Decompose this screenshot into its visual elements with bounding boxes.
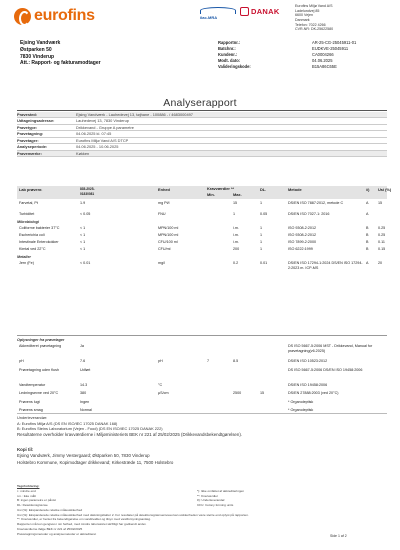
cell-c7: B bbox=[366, 233, 369, 237]
legend-item: Usi (%): Ekspanderede relative måleusikkerhed bbox=[17, 507, 83, 512]
cell-c2: mg/l bbox=[158, 261, 165, 265]
sample-value: Ejsing Vandværk - Lauhedevej 13, tøjhane - 100886 - / 4683000497 bbox=[76, 112, 193, 117]
cell-c1: Ja bbox=[80, 344, 84, 348]
meta-key: Modt. dato: bbox=[218, 57, 241, 63]
cell-c8: 0.25 bbox=[378, 233, 386, 237]
cell-c2: MPN/100 ml bbox=[158, 226, 179, 230]
cell-c5: 1 bbox=[260, 240, 263, 244]
cell-c1: 14.3 bbox=[80, 382, 88, 387]
cell-c7: B bbox=[366, 247, 369, 251]
meta-key: Rapportnr.: bbox=[218, 40, 241, 45]
cell-c6: DS/EN ISO 19458:2006 bbox=[288, 382, 328, 387]
cell-c5: 0.01 bbox=[260, 261, 268, 265]
recipient-address bbox=[20, 40, 101, 67]
sample-key: Prøvested: bbox=[17, 112, 38, 117]
cell-c6: DS/EN ISO 7887:2012, metode C bbox=[288, 201, 344, 205]
cell-c7: A bbox=[366, 261, 369, 265]
cell-c1: < 1 bbox=[80, 240, 86, 244]
cell-c4: 15 bbox=[233, 201, 238, 205]
cell-c6: DS/EN 27888:2003 (ved 20°C) bbox=[288, 391, 339, 396]
sample-key: Prøvemærke: bbox=[17, 150, 42, 156]
legend-note: Rapporten må kun gengives i sin helhed, med mindre laboratoriet skriftligt har godkendt andet. bbox=[17, 522, 147, 527]
col-max: Max. bbox=[233, 192, 242, 197]
cell-c8: 0.15 bbox=[378, 247, 386, 251]
cell-c1: 7.6 bbox=[80, 359, 86, 363]
cell-c7: A bbox=[366, 212, 369, 216]
company-line: CVR-NR: DK-25622580 bbox=[295, 27, 334, 32]
meta-value: 04.06.2025 bbox=[312, 57, 333, 63]
results-table bbox=[17, 200, 387, 277]
cell-c0: Kimtal ved 22°C bbox=[19, 247, 46, 251]
cell-c6: DS ISO 5667-5:2006 DS/EN ISO 19458:2006 bbox=[288, 367, 363, 372]
sample-info bbox=[17, 112, 387, 157]
cell-c0: Prøvens smag bbox=[19, 408, 43, 413]
meta-key: Valideringskode: bbox=[218, 63, 251, 69]
cell-c2: °C bbox=[158, 382, 163, 387]
copy-to bbox=[17, 447, 387, 466]
col-min: Min. bbox=[207, 192, 215, 197]
legend-note: **: Kravværdier, er hentet fra bekendtgørelse om vandkvalitet og tilsyn med vandforsyningsanlæg. bbox=[17, 517, 151, 522]
cell-c2: pH bbox=[158, 359, 163, 363]
cell-c4: i.m. bbox=[233, 226, 239, 230]
cell-c1: Udført bbox=[80, 367, 91, 372]
cell-c7: B bbox=[366, 226, 369, 230]
cell-c1: < 1 bbox=[80, 247, 86, 251]
title-divider bbox=[17, 110, 387, 111]
page-number: Side 1 af 2 bbox=[330, 534, 347, 538]
sample-value: 04.06.2025 - 10.06.2025 bbox=[76, 144, 119, 150]
legend bbox=[17, 484, 387, 537]
logo-text: eurofins bbox=[34, 7, 95, 24]
results-table-header bbox=[17, 186, 392, 199]
table-row bbox=[17, 382, 387, 391]
legend-foot: Prøvetagningsmetoder og analysemetoder er akkrediteret bbox=[17, 531, 97, 536]
table-row bbox=[17, 239, 387, 246]
cell-c5: 1 bbox=[260, 226, 263, 230]
legend-item: CFU: Colony forming units bbox=[197, 503, 234, 508]
sample-value: Lauhedevej 13, 7830 Vinderup bbox=[76, 118, 129, 124]
cell-c2: MPN/100 ml bbox=[158, 233, 179, 237]
legend-item: i.m.: ikke målt bbox=[17, 493, 36, 498]
sample-key: Prøvetype: bbox=[17, 124, 38, 130]
cell-c1: Ingen bbox=[80, 399, 90, 404]
cell-c0: Prøvetagning uden flush bbox=[19, 367, 59, 372]
meta-value: EUDKVE-25045911 bbox=[312, 45, 349, 51]
cell-c0: Jern (Fe) bbox=[19, 261, 34, 265]
copy-to-line: Holstebro Kommune, Kopimodtager drikkevand; Kirkestræde 11, 7500 Holstebro bbox=[17, 459, 174, 465]
danak-text: DANAK bbox=[251, 7, 280, 16]
cell-c3: 7 bbox=[207, 359, 210, 363]
legend-item: **: Kravværdier bbox=[197, 493, 218, 498]
recipient-att: Att.: Rapport- og fakturamodtager bbox=[20, 60, 101, 67]
subcontractor-line: A: Eurofins Miljø A/S (DS EN ISO/IEC 17025 DANAK 168) bbox=[17, 420, 118, 426]
cell-c4: 1 bbox=[233, 212, 236, 216]
eurofins-logo-icon bbox=[14, 8, 31, 25]
cell-c0: Coliforme bakterier 37°C bbox=[19, 226, 60, 230]
cell-c5: 1 bbox=[260, 233, 263, 237]
meta-value: B15A86C65E bbox=[312, 63, 337, 69]
cell-c2: CFU/ml bbox=[158, 247, 171, 251]
cell-c6: DS/EN ISO 10523:2012 bbox=[288, 359, 328, 363]
company-line: Eurofins Miljø Vand A/S bbox=[295, 4, 333, 8]
cell-c6: ISO 9308-2:2012 bbox=[288, 233, 317, 237]
col-limits: Kravværdier ** bbox=[207, 186, 235, 191]
cell-c0: Vandtemperatur bbox=[19, 382, 46, 387]
cell-c5: 1 bbox=[260, 201, 263, 205]
ilac-text: ilac-MRA bbox=[200, 15, 218, 20]
table-row bbox=[17, 260, 387, 277]
col-usi: Usi (%) bbox=[378, 187, 392, 192]
col-dl: DL. bbox=[260, 187, 267, 192]
cell-c6: DS/EN ISO 17294-1:2024 DS/EN ISO 17294-2:2023 m. ICP-MS bbox=[288, 261, 363, 270]
cell-c4: i.m. bbox=[233, 233, 239, 237]
cell-c5: 0.05 bbox=[260, 212, 268, 216]
ilac-mra-logo bbox=[200, 7, 236, 23]
cell-c7: B bbox=[366, 240, 369, 244]
col-method: Metode bbox=[288, 187, 302, 192]
page-title: Analyserapport bbox=[163, 97, 237, 109]
col-sample-nr-a: 835-2025- bbox=[80, 187, 95, 191]
cell-c6: DS ISO 5667-5:2006 MST - Drikkevand, Manual for prøvetagning(v6.2025) bbox=[288, 344, 373, 353]
cell-c8: 15 bbox=[378, 201, 383, 205]
cell-c6: ISO 7899-2:2000 bbox=[288, 240, 317, 244]
table-row bbox=[17, 367, 387, 382]
col-sample-nr-b: 01830081 bbox=[80, 192, 95, 196]
cell-c6: * Organoleptisk bbox=[288, 399, 314, 404]
recipient-city: 7830 Vinderup bbox=[20, 53, 55, 60]
legend-item: *): Ikke omfattet af akkrediteringen bbox=[197, 488, 245, 493]
legend-title: Tegnforklaring: bbox=[17, 484, 40, 488]
sample-value: 04.06.2025 kl. 07:45 bbox=[76, 131, 112, 137]
sample-key: Analyseperiode: bbox=[17, 144, 48, 150]
sample-row bbox=[17, 151, 387, 157]
danak-crown-icon bbox=[240, 7, 249, 16]
legend-note: Kravværdierne ifølge BEK nr 221 af 25/02/2025 bbox=[17, 527, 83, 532]
sample-key: Prøvetager: bbox=[17, 137, 39, 143]
cell-c1: < 1 bbox=[80, 226, 86, 230]
eurofins-logo bbox=[14, 6, 95, 26]
cell-c4: 200 bbox=[233, 247, 240, 251]
sample-value: Drikkevand - Gruppe A parametre bbox=[76, 124, 134, 130]
meta-key: Kundenr.: bbox=[218, 51, 238, 57]
legend-item: i.: mindre end bbox=[17, 488, 36, 493]
recipient-name: Ejsing Vandværk bbox=[20, 40, 61, 46]
cell-c0: Escherichia coli bbox=[19, 233, 45, 237]
cell-c1: < 0.01 bbox=[80, 261, 91, 265]
cell-c0: Akkrediteret prøvetagning bbox=[19, 344, 62, 348]
table-row bbox=[17, 358, 387, 367]
cell-c0: Ledningsevne ved 20°C bbox=[19, 391, 59, 396]
sample-value: Eurofins Miljø Vand A/S DTCP bbox=[76, 137, 129, 143]
table-row bbox=[17, 225, 387, 232]
subcontractor-line: B: Eurofins Steins Laboratorium (Vejen - Food) (DS EN ISO/IEC 17025 DANAK 222) bbox=[17, 426, 163, 432]
company-line: Danmark bbox=[295, 18, 310, 23]
divider bbox=[17, 413, 387, 414]
cell-c1: < 1 bbox=[80, 233, 86, 237]
table-row bbox=[17, 390, 387, 399]
cell-c4: 2500 bbox=[233, 391, 242, 396]
cell-c2: CFU/100 ml bbox=[158, 240, 178, 244]
cell-c8: 0.11 bbox=[378, 240, 385, 244]
cell-c2: µS/cm bbox=[158, 391, 169, 396]
table-row bbox=[17, 200, 387, 211]
copy-to-line: Ejsing Vandværk, Jimmy Vestergaard; Østparken 50, 7830 Vinderup bbox=[17, 453, 150, 459]
cell-c4: 8.5 bbox=[233, 359, 239, 363]
company-line: Telefon: 7022 4266 bbox=[295, 22, 326, 27]
table-row bbox=[17, 399, 387, 408]
legend-item: B: ingen parametre er påvist bbox=[17, 498, 56, 503]
sample-key: Udtagningsadresse: bbox=[17, 118, 55, 124]
company-address bbox=[295, 4, 333, 32]
copy-to-title: Kopi til: bbox=[17, 447, 34, 452]
cell-c1: < 0.05 bbox=[80, 212, 91, 216]
table-row bbox=[17, 211, 387, 218]
report-meta bbox=[218, 40, 356, 70]
subcontractor-list bbox=[17, 415, 387, 432]
sample-key: Prøvetagning: bbox=[17, 131, 44, 137]
cell-c5: 15 bbox=[260, 391, 265, 396]
cell-c0: Turbiditet bbox=[19, 212, 35, 216]
section-heading: Mikrobiologi bbox=[17, 219, 39, 224]
cell-c7: A bbox=[366, 201, 369, 205]
company-line: 6600 Vejen bbox=[295, 13, 313, 18]
col-unit: Enhed bbox=[158, 187, 170, 192]
sampler-info-table bbox=[17, 335, 387, 416]
cell-c6: ISO 9308-2:2012 bbox=[288, 226, 317, 230]
cell-c1: Normal bbox=[80, 408, 92, 413]
cell-c0: Prøvens lugt bbox=[19, 399, 40, 404]
recipient-street: Østparken 50 bbox=[20, 46, 52, 53]
subcontractor-line: Underleverandør: bbox=[17, 415, 48, 420]
ilac-arc-icon bbox=[200, 7, 236, 14]
company-line: Ladelundvej 85 bbox=[295, 8, 320, 13]
danak-logo bbox=[240, 7, 280, 16]
cell-c6: ISO 6222:1999 bbox=[288, 247, 313, 251]
meta-value: CA0004266 bbox=[312, 51, 334, 57]
cell-c6: * Organoleptisk bbox=[288, 408, 314, 413]
legend-item: #): Underleverandør bbox=[197, 498, 225, 503]
meta-key: Batchnr.: bbox=[218, 45, 236, 51]
cell-c6: DS/EN ISO 7027-1: 2016 bbox=[288, 212, 330, 216]
sample-value: Køkken bbox=[76, 150, 90, 156]
cell-c4: 0.2 bbox=[233, 261, 239, 265]
meta-value: AR-25-CG-25045911-01 bbox=[312, 40, 357, 45]
legend-item: DL: Detektionsgrænse bbox=[17, 503, 48, 508]
col-sub: #) bbox=[366, 187, 370, 192]
col-lab-nr: Lab prøvenr. bbox=[19, 187, 43, 192]
result-statement: Resultaterne overholder kravværdierne i Miljøministeriets BEK nr 221 af 25/02/2025 (Drikkevandsbekendtgørelsen). bbox=[17, 432, 243, 437]
table-row bbox=[17, 232, 387, 239]
cell-c0: Farvetal, Pt bbox=[19, 201, 38, 205]
legend-note: Usi (%): Ekspanderede relative måleusikkerhed med dækningsfaktor 2. For resultater på detektionsgrænseniveau kan usikkerheden være større end oplyst på rapporten. bbox=[17, 512, 249, 517]
section-heading: Metaller bbox=[17, 254, 31, 259]
cell-c8: 0.25 bbox=[378, 226, 386, 230]
cell-c8: 20 bbox=[378, 261, 383, 265]
cell-c0: Intestinale Enterokokker bbox=[19, 240, 59, 244]
meta-row bbox=[218, 64, 356, 70]
table-row bbox=[17, 246, 387, 253]
cell-c2: mg Pt/l bbox=[158, 201, 170, 205]
cell-c1: 1.9 bbox=[80, 201, 86, 205]
sampler-info-title: Oplysninger fra prøvetager bbox=[17, 337, 65, 342]
cell-c0: pH bbox=[19, 359, 24, 363]
table-row bbox=[17, 343, 387, 358]
cell-c2: FNU bbox=[158, 212, 166, 216]
cell-c4: i.m. bbox=[233, 240, 239, 244]
cell-c5: 1 bbox=[260, 247, 263, 251]
cell-c1: 380 bbox=[80, 391, 87, 396]
